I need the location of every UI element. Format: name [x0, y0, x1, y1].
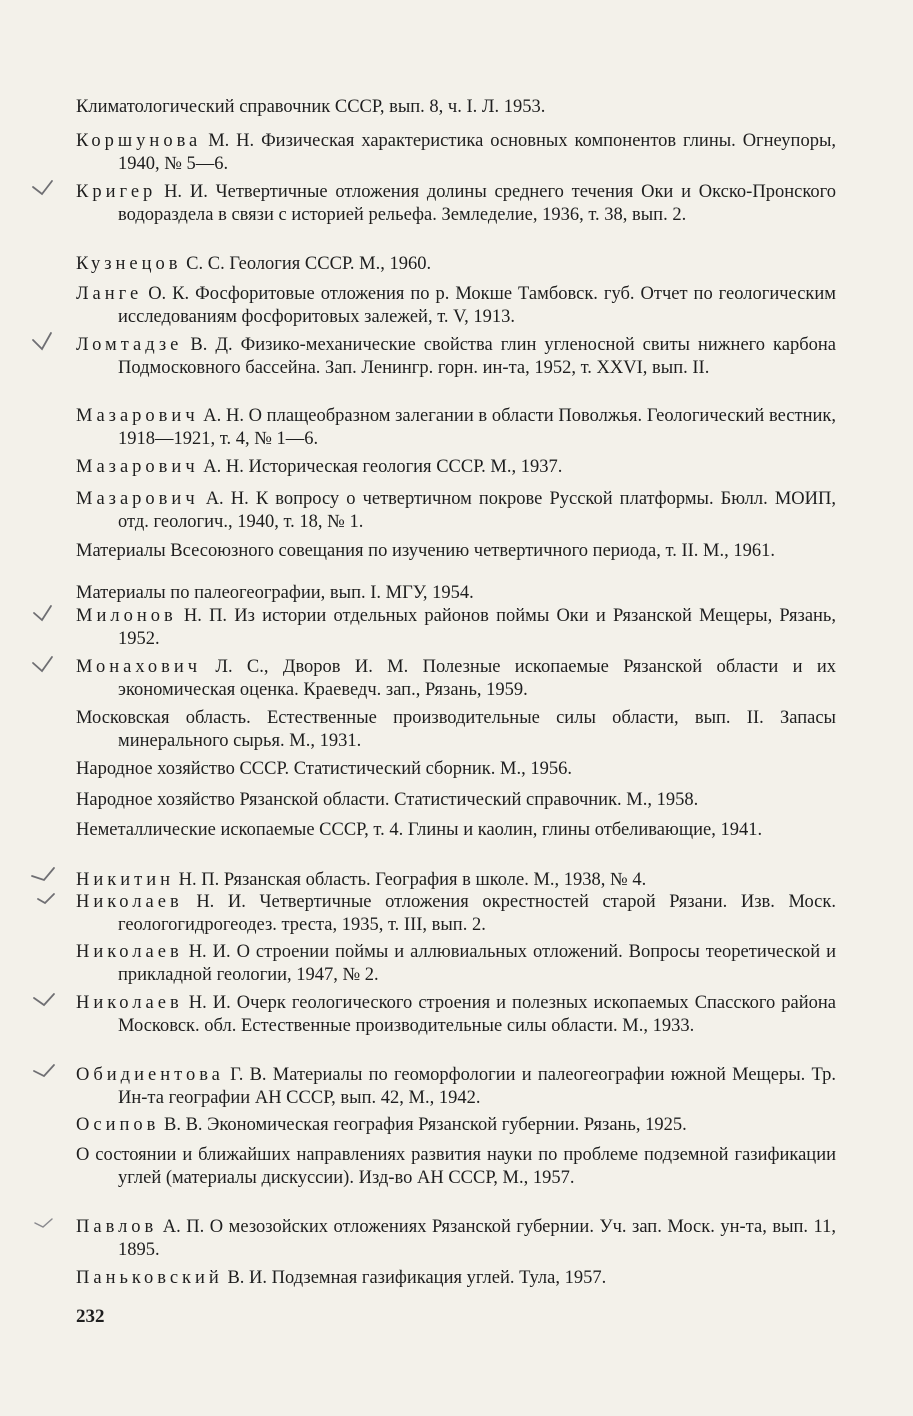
bib-entry: Материалы Всесоюзного совещания по изучению четвертичного периода, т. II. М., 1961. — [76, 541, 775, 561]
bib-entry: Никитин Н. П. Рязанская область. География в школе. М., 1938, № 4. — [76, 870, 647, 890]
pencil-check-mark-icon — [30, 331, 60, 353]
bib-entry: Мазарович А. Н. Историческая геология СССР. М., 1937. — [76, 457, 563, 477]
pencil-check-mark-icon — [30, 989, 60, 1011]
bib-entry: Обидиентова Г. В. Материалы по геоморфологии и палеогеографии южной Мещеры. Тр. Ин-та географии АН СССР, вып. 42, М., 1942. — [76, 1065, 836, 1108]
bib-entry: Народное хозяйство Рязанской области. Статистический справочник. М., 1958. — [76, 790, 699, 810]
bib-entry: Николаев Н. И. Четвертичные отложения окрестностей старой Рязани. Изв. Моск. геологогидрогеодез. треста, 1935, т. III, вып. 2. — [76, 892, 836, 935]
pencil-check-mark-icon — [30, 654, 60, 676]
bib-entry: Материалы по палеогеографии, вып. I. МГУ, 1954. — [76, 583, 474, 603]
bib-entry: Климатологический справочник СССР, вып. 8, ч. I. Л. 1953. — [76, 97, 546, 117]
page-number: 232 — [76, 1306, 105, 1327]
bib-entry: Николаев Н. И. О строении поймы и аллювиальных отложений. Вопросы теоретической и прикладной геологии, 1947, № 2. — [76, 942, 836, 985]
bib-entry: Николаев Н. И. Очерк геологического строения и полезных ископаемых Спасского района Московск. обл. Естественные производительные силы области. М., 1933. — [76, 993, 836, 1036]
pencil-check-mark-icon — [30, 1061, 60, 1083]
pencil-check-mark-icon — [30, 178, 60, 200]
bib-entry: Ланге О. К. Фосфоритовые отложения по р. Мокше Тамбовск. губ. Отчет по геологическим исследованиям фосфоритовых залежей, т. V, 1913. — [76, 284, 836, 327]
bib-entry: Коршунова М. Н. Физическая характеристика основных компонентов глины. Огнеупоры, 1940, № 5—6. — [76, 131, 836, 174]
bib-entry: Павлов А. П. О мезозойских отложениях Рязанской губернии. Уч. зап. Моск. ун-та, вып. 11, 1895. — [76, 1217, 836, 1260]
bib-entry: Милонов Н. П. Из истории отдельных районов поймы Оки и Рязанской Мещеры, Рязань, 1952. — [76, 606, 836, 649]
pencil-check-mark-icon — [30, 603, 60, 625]
bib-entry: Паньковский В. И. Подземная газификация углей. Тула, 1957. — [76, 1268, 607, 1288]
bib-entry: Мазарович А. Н. К вопросу о четвертичном покрове Русской платформы. Бюлл. МОИП, отд. геологич., 1940, т. 18, № 1. — [76, 489, 836, 532]
bib-entry: Народное хозяйство СССР. Статистический сборник. М., 1956. — [76, 759, 572, 779]
bib-entry: Монахович Л. С., Дворов И. М. Полезные ископаемые Рязанской области и их экономическая оценка. Краеведч. зап., Рязань, 1959. — [76, 657, 836, 700]
pencil-check-mark-icon — [30, 888, 60, 910]
bib-entry: Кригер Н. И. Четвертичные отложения долины среднего течения Оки и Окско-Пронского водораздела в связи с историей рельефа. Земледелие, 1936, т. 38, вып. 2. — [76, 182, 836, 225]
bib-entry: Мазарович А. Н. О плащеобразном залегании в области Поволжья. Геологический вестник, 1918—1921, т. 4, № 1—6. — [76, 406, 836, 449]
bib-entry: Московская область. Естественные производительные силы области, вып. II. Запасы минерального сырья. М., 1931. — [76, 708, 836, 751]
bib-entry: Осипов В. В. Экономическая география Рязанской губернии. Рязань, 1925. — [76, 1115, 687, 1135]
pencil-check-mark-icon — [30, 1213, 60, 1235]
bib-entry: Неметаллические ископаемые СССР, т. 4. Глины и каолин, глины отбеливающие, 1941. — [76, 820, 763, 840]
bib-entry: О состоянии и ближайших направлениях развития науки по проблеме подземной газификации углей (материалы дискуссии). Изд-во АН СССР, М., 1957. — [76, 1145, 836, 1188]
bib-entry: Ломтадзе В. Д. Физико-механические свойства глин угленосной свиты нижнего карбона Подмосковного бассейна. Зап. Ленингр. горн. ин-та, 1952, т. XXVI, вып. II. — [76, 335, 836, 378]
pencil-check-mark-icon — [30, 866, 60, 888]
bib-entry: Кузнецов С. С. Геология СССР. М., 1960. — [76, 254, 432, 274]
